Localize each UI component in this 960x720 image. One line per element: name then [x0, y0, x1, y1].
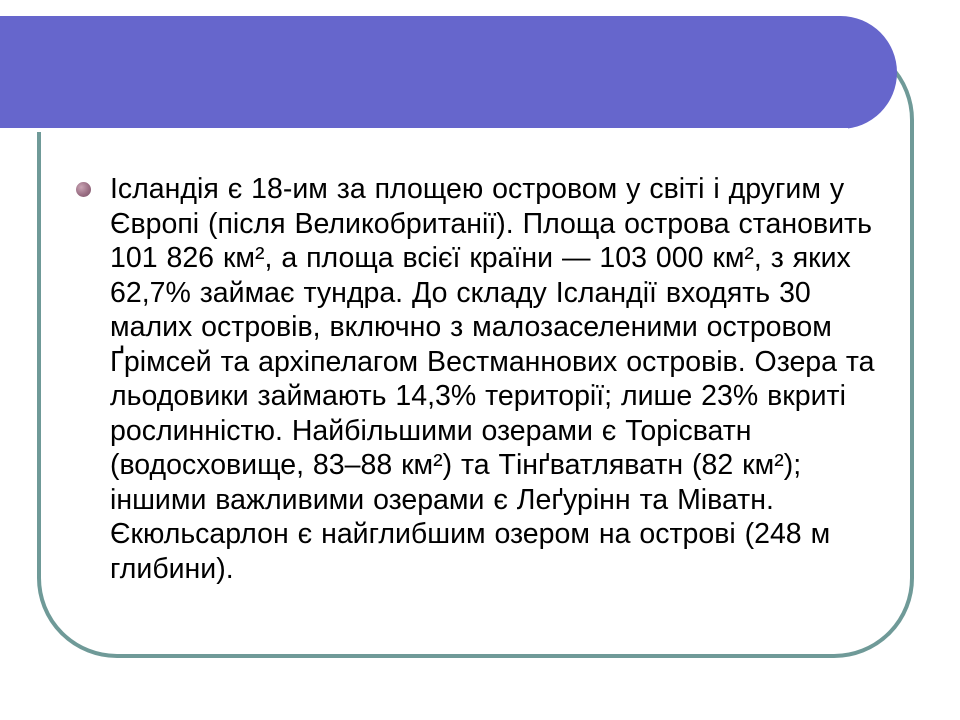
title-band [0, 16, 897, 129]
bullet-text: Ісландія є 18-им за площею островом у світі і другим у Європі (після Великобританії). Площа острова становить 101 826 км², а площа всієї країни — 103 000 км², з яких 62,7% займає тундра. До складу Ісландії входять 30 малих островів, включно з малозаселеними островом Ґрімсей та архіпелагом Вестманнових островів. Озера та льодовики займають 14,3% території; лише 23% вкриті рослинністю. Найбільшими озерами є Торісватн (водосховище, 83–88 км²) та Тінґватляватн (82 км²); іншими важливими озерами є Леґурінн та Міватн. Єкюльсарлон є найглибшим озером на острові (248 м глибини). [110, 173, 875, 585]
title-divider [0, 128, 848, 132]
bullet-item [76, 172, 886, 586]
bullet-dot-icon [76, 182, 91, 197]
slide-body [76, 172, 886, 586]
